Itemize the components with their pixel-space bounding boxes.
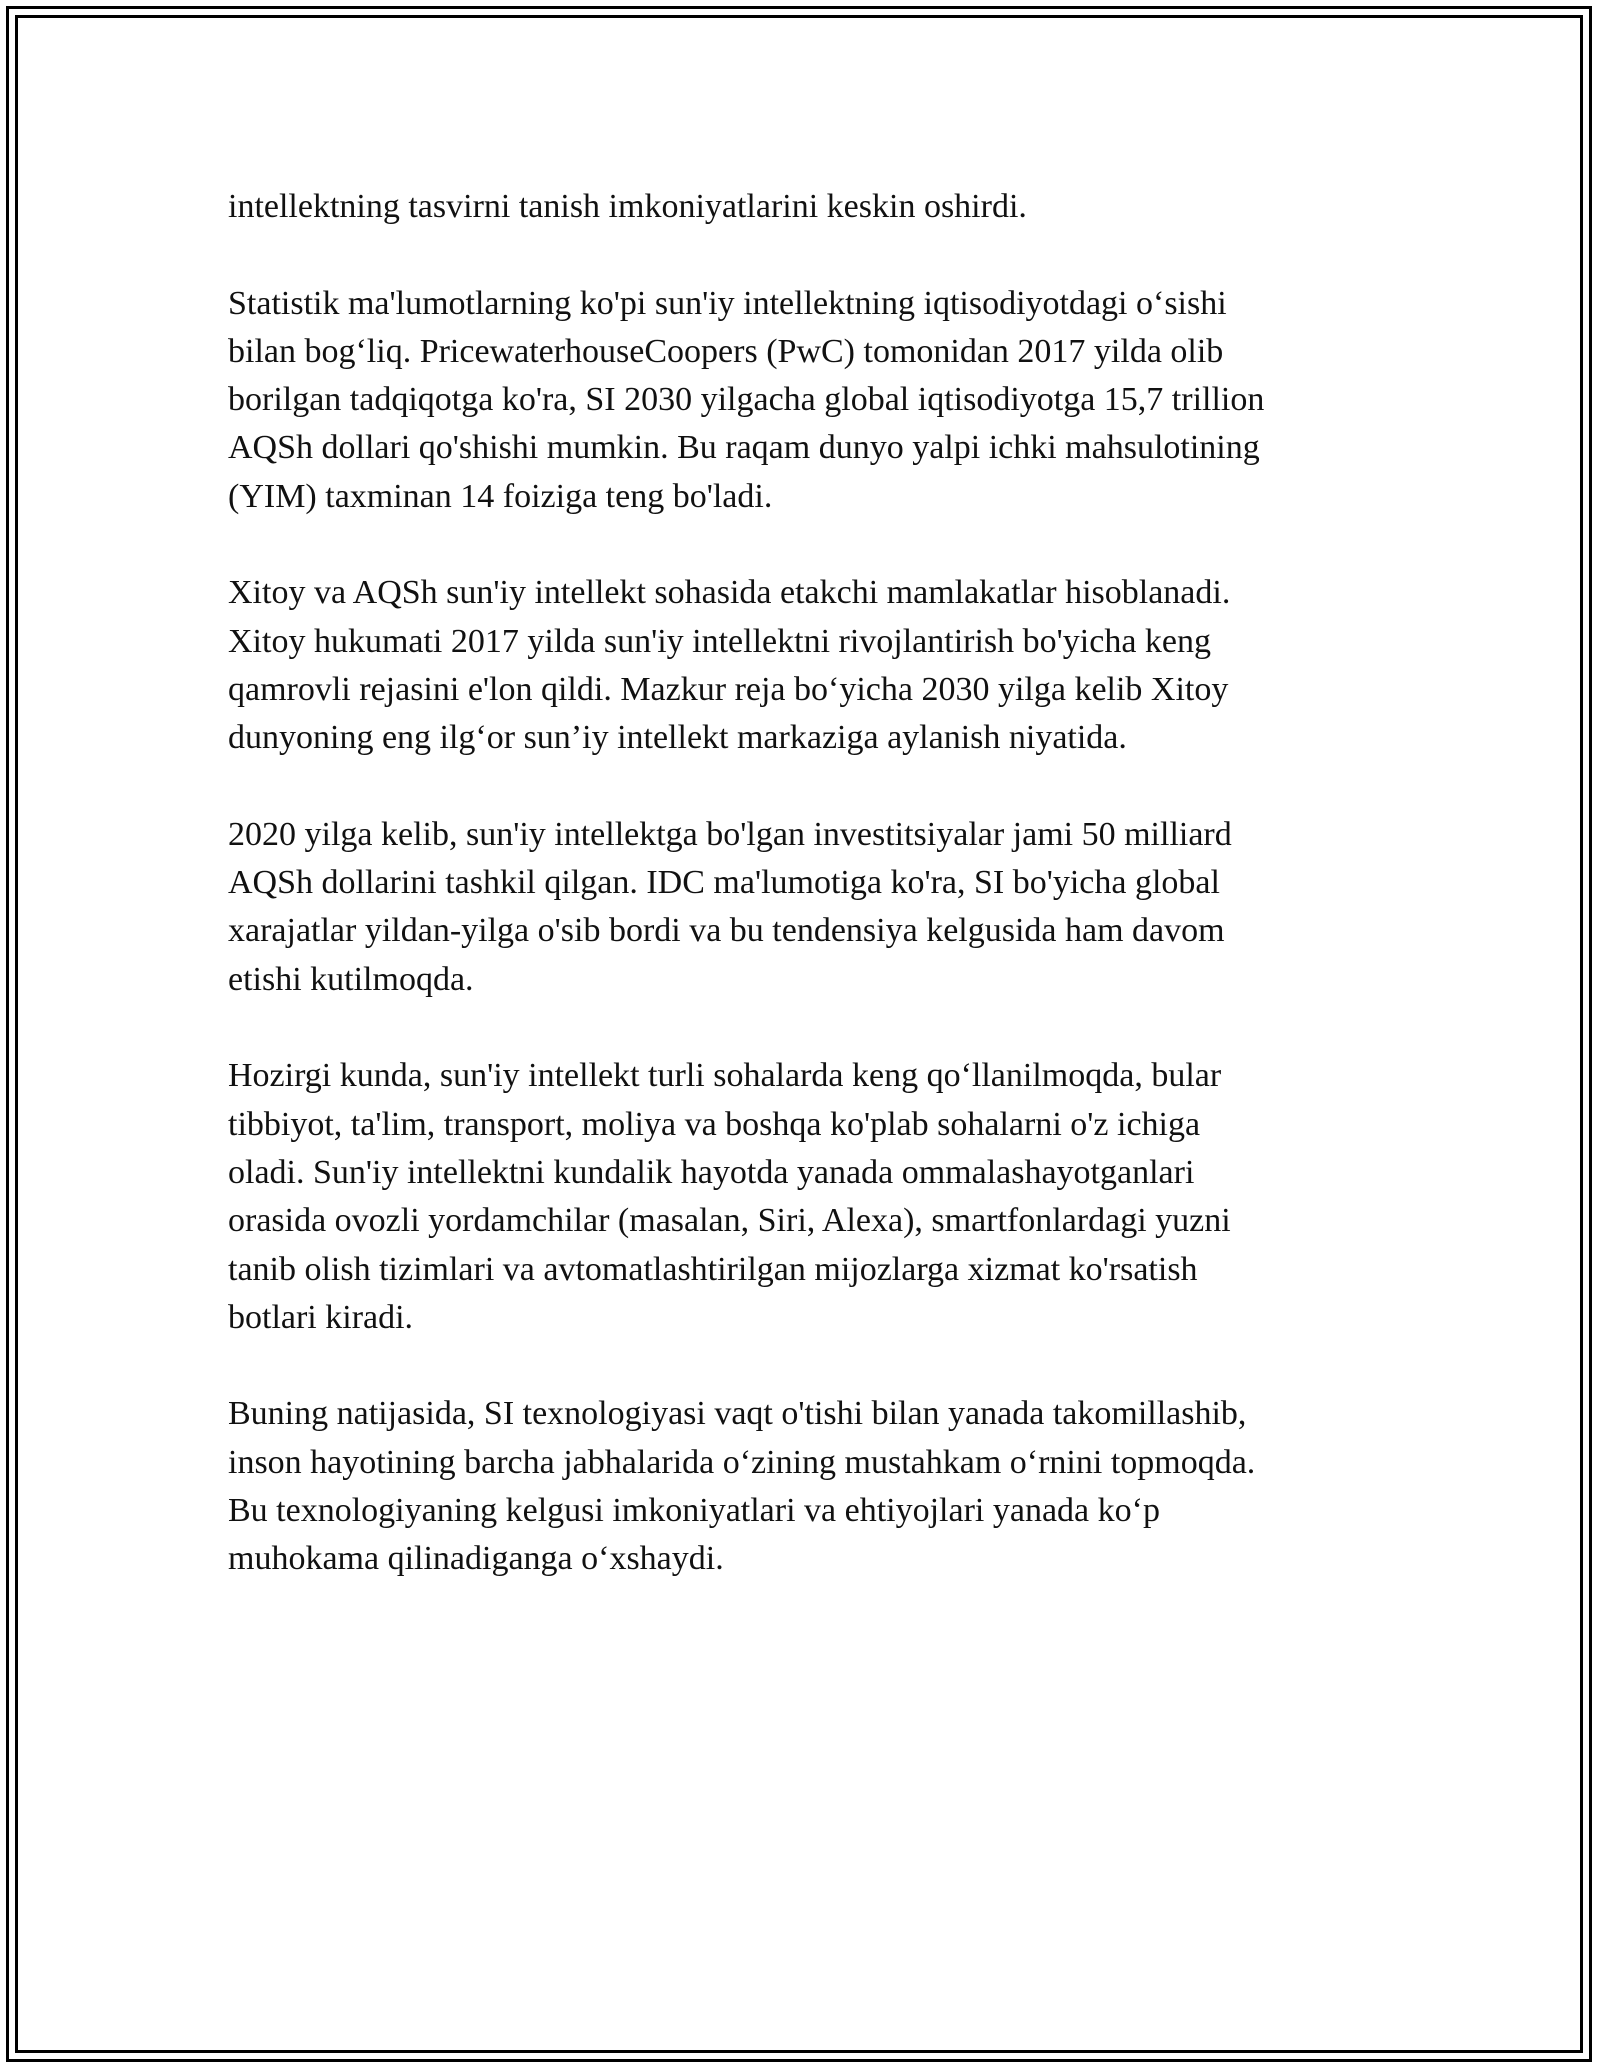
- document-body: [228, 183, 1378, 1632]
- paragraph-2: Statistik ma'lumotlarning ko'pi sun'iy intellektning iqtisodiyotdagi o‘sishi bilan bog‘liq. PricewaterhouseCoopers (PwC) tomonidan 2017 yilda olib borilgan tadqiqotga ko'ra, SI 2030 yilgacha global iqtisodiyotga 15,7 trillion AQSh dollari qo'shishi mumkin. Bu raqam dunyo yalpi ichki mahsulotining (YIM) taxminan 14 foiziga teng bo'ladi.: [228, 284, 1265, 515]
- paragraph-3: Xitoy va AQSh sun'iy intellekt sohasida etakchi mamlakatlar hisoblanadi. Xitoy hukumati 2017 yilda sun'iy intellektni rivojlantirish bo'yicha keng qamrovli rejasini e'lon qildi. Mazkur reja bo‘yicha 2030 yilga kelib Xitoy dunyoning eng ilg‘or sun’iy intellekt markaziga aylanish niyatida.: [228, 574, 1231, 757]
- paragraph-6: Buning natijasida, SI texnologiyasi vaqt o'tishi bilan yanada takomillashib, inson hayotining barcha jabhalarida o‘zining mustahkam o‘rnini topmoqda. Bu texnologiyaning kelgusi imkoniyatlari va ehtiyojlari yanada ko‘p muhokama qilinadiganga o‘xshaydi.: [228, 1395, 1256, 1578]
- paragraph-1: intellektning tasvirni tanish imkoniyatlarini keskin oshirdi.: [228, 188, 1027, 225]
- paragraph-5: Hozirgi kunda, sun'iy intellekt turli sohalarda keng qo‘llanilmoqda, bular tibbiyot, ta'lim, transport, moliya va boshqa ko'plab sohalarni o'z ichiga oladi. Sun'iy intellektni kundalik hayotda yanada ommalashayotganlari orasida ovozli yordamchilar (masalan, Siri, Alexa), smartfonlardagi yuzni tanib olish tizimlari va avtomatlashtirilgan mijozlarga xizmat ko'rsatish botlari kiradi.: [228, 1057, 1231, 1336]
- paragraph-4: 2020 yilga kelib, sun'iy intellektga bo'lgan investitsiyalar jami 50 milliard AQSh dollarini tashkil qilgan. IDC ma'lumotiga ko'ra, SI bo'yicha global xarajatlar yildan-yilga o'sib bordi va bu tendensiya kelgusida ham davom etishi kutilmoqda.: [228, 815, 1232, 998]
